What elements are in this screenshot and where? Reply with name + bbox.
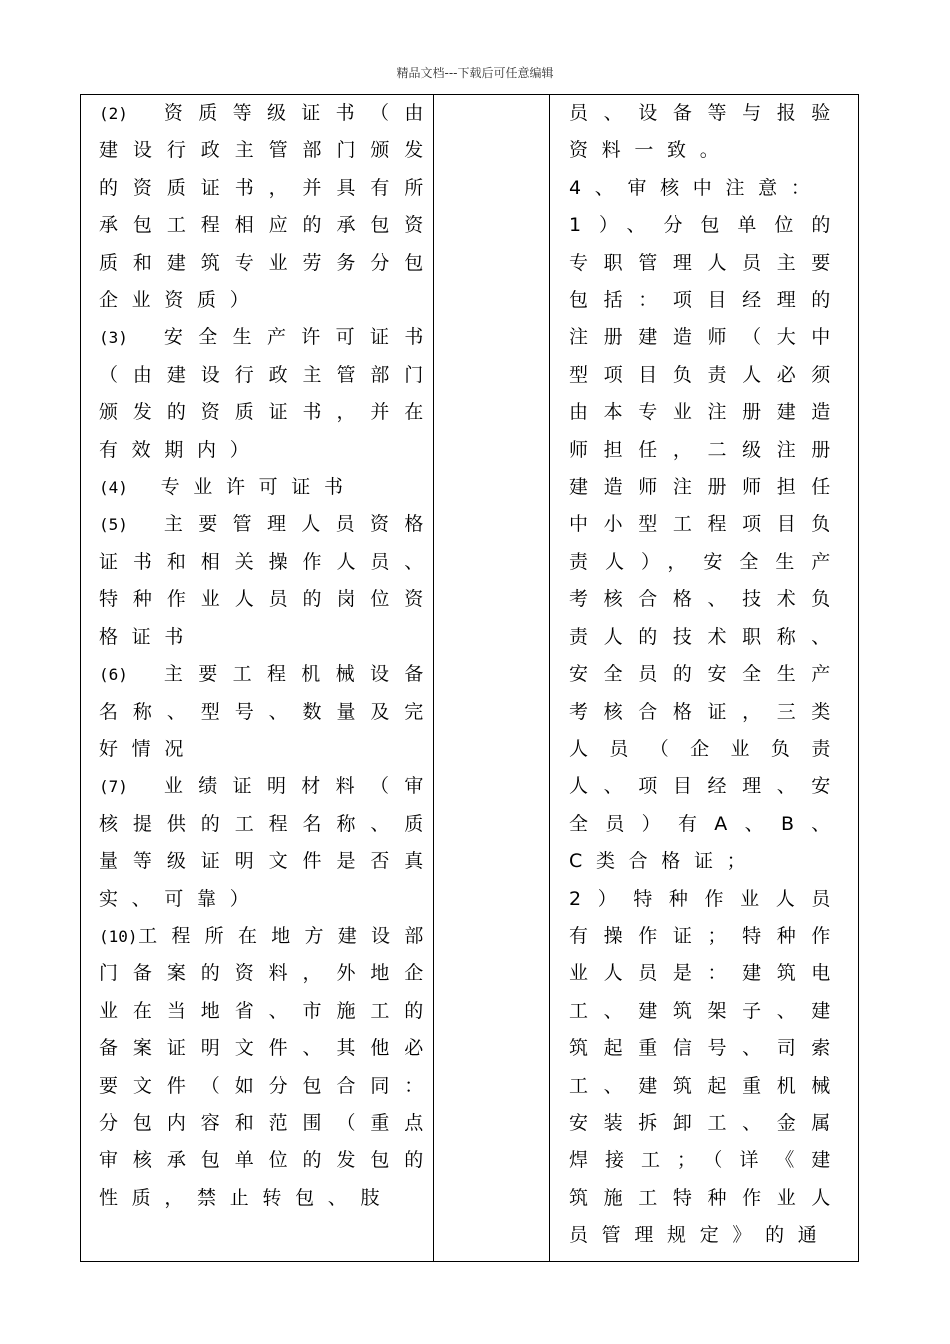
left-column <box>99 95 437 1217</box>
item-number: (10) <box>99 926 138 946</box>
right-column <box>569 95 844 1255</box>
left-item <box>99 469 437 506</box>
left-item <box>99 918 437 1217</box>
right-item: 4、审核中注意： <box>569 176 824 199</box>
left-item <box>99 506 437 656</box>
left-item <box>99 656 437 768</box>
right-item: 2）特种作业人员有操作证；特种作业人员是：建筑电工、建筑架子、建筑起重信号、司索工、建筑起重机械安装拆卸工、金属焊接工；（详《建筑施工特种作业人员管理规定》的通 <box>569 887 844 1247</box>
item-text: 主要工程机械设备名称、型号、数量及完好情况 <box>99 663 437 760</box>
item-number: (7) <box>99 777 128 797</box>
page-header: 精品文档---下载后可任意编辑 <box>396 66 554 80</box>
item-number: (3) <box>99 328 128 348</box>
item-text: 工程所在地方建设部门备案的资料，外地企业在当地省、市施工的备案证明文件、其他必要文件（如分包合同：分包内容和范围（重点审核承包单位的发包的性质，禁止转包、肢 <box>99 924 437 1209</box>
item-number: (2) <box>99 104 128 123</box>
item-number: (6) <box>99 665 128 685</box>
item-number: (5) <box>99 515 128 535</box>
item-text: 资质等级证书（由建设行政主管部门颁发的资质证书，并具有所承包工程相应的承包资质和建筑专业劳务分包企业资质） <box>99 102 437 312</box>
item-number: (4) <box>99 478 128 498</box>
left-item <box>99 768 437 918</box>
table-divider-right <box>549 95 550 1261</box>
right-item: 1）、分包单位的专职管理人员主要包括：项目经理的注册建造师（大中型项目负责人必须由本专业注册建造师担任，二级注册建造师注册师担任中小型工程项目负责人），安全生产考核合格、技术负责人的技术职称、安全员的安全生产考核合格证，三类人员（企业负责人、项目经理、安全员）有A、B、C类合格证； <box>569 214 844 873</box>
item-text: 安全生产许可证书（由建设行政主管部门颁发的资质证书，并在有效期内） <box>99 326 437 461</box>
item-text: 专业许可证书 <box>127 476 357 499</box>
item-text: 业绩证明材料（审核提供的工程名称、质量等级证明文件是否真实、可靠） <box>99 775 437 910</box>
item-text: 主要管理人员资格证书和相关操作人员、特种作业人员的岗位资格证书 <box>99 513 437 648</box>
content-table <box>80 94 859 1262</box>
left-item <box>99 319 437 469</box>
right-item: 员、设备等与报验资料一致。 <box>569 102 844 162</box>
left-item <box>99 95 437 319</box>
